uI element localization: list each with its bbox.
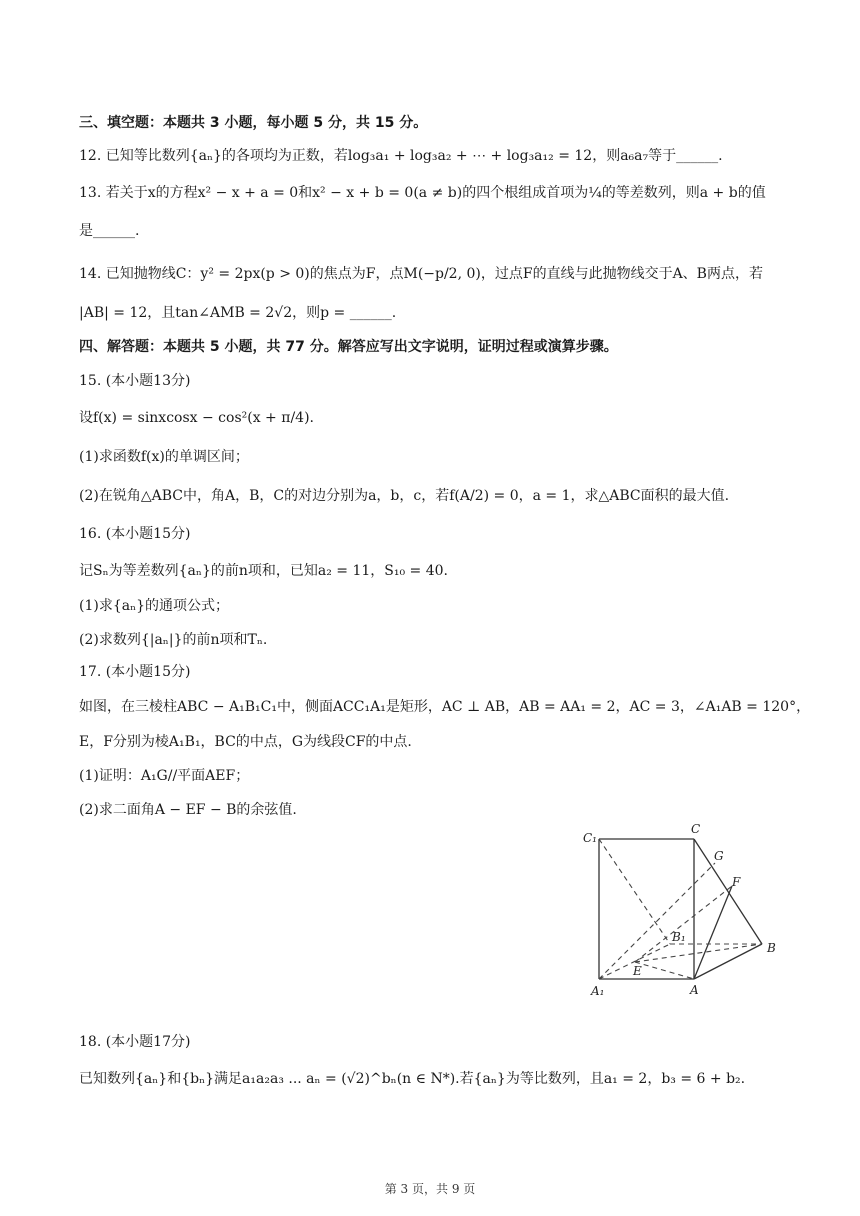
label-c: C xyxy=(691,822,701,836)
question-18-header: 18. (本小题17分) xyxy=(79,1034,191,1050)
question-12: 12. 已知等比数列{aₙ}的各项均为正数，若log₃a₁ + log₃a₂ + ⋯ + log₃a₁₂ = 12，则a₆a₇等于______. xyxy=(79,148,723,164)
label-b1: B₁ xyxy=(672,930,686,944)
edge-c-b xyxy=(694,839,762,944)
label-a: A xyxy=(690,983,699,997)
label-e: E xyxy=(633,964,642,978)
question-16-statement: 记Sₙ为等差数列{aₙ}的前n项和，已知a₂ = 11，S₁₀ = 40. xyxy=(79,563,448,579)
triangular-prism-figure xyxy=(575,818,785,998)
question-15-header: 15. (本小题13分) xyxy=(79,373,191,389)
question-17-part-1: (1)证明：A₁G//平面AEF； xyxy=(79,768,250,784)
label-a1: A₁ xyxy=(591,984,605,998)
question-16-header: 16. (本小题15分) xyxy=(79,526,191,542)
edge-c1-b1 xyxy=(599,839,670,944)
label-c1: C₁ xyxy=(583,831,597,845)
segment-a1-g xyxy=(599,863,715,979)
question-17-part-2: (2)求二面角A − EF − B的余弦值. xyxy=(79,802,297,818)
question-13-line-1: 13. 若关于x的方程x² − x + a = 0和x² − x + b = 0(a ≠ b)的四个根组成首项为¼的等差数列，则a + b的值 xyxy=(79,185,766,201)
question-15-statement: 设f(x) = sinxcosx − cos²(x + π/4). xyxy=(79,410,314,426)
segment-e-a xyxy=(635,962,694,979)
question-17-statement-1: 如图，在三棱柱ABC − A₁B₁C₁中，侧面ACC₁A₁是矩形，AC ⊥ AB，AB = AA₁ = 2，AC = 3，∠A₁AB = 120°， xyxy=(79,699,811,715)
question-16-part-1: (1)求{aₙ}的通项公式； xyxy=(79,598,230,614)
section-heading-solutions: 四、解答题：本题共 5 小题，共 77 分。解答应写出文字说明，证明过程或演算步骤。 xyxy=(79,339,618,355)
question-16-part-2: (2)求数列{|aₙ|}的前n项和Tₙ. xyxy=(79,632,268,648)
label-f: F xyxy=(732,875,741,889)
question-18-statement: 已知数列{aₙ}和{bₙ}满足a₁a₂a₃ ... aₙ = (√2)^bₙ(n ∈ N*).若{aₙ}为等比数列，且a₁ = 2，b₃ = 6 + b₂. xyxy=(79,1071,746,1087)
edge-a-f xyxy=(694,886,732,979)
question-17-header: 17. (本小题15分) xyxy=(79,664,191,680)
question-15-part-2: (2)在锐角△ABC中，角A，B，C的对边分别为a，b，c，若f(A/2) = 0，a = 1，求△ABC面积的最大值. xyxy=(79,488,730,504)
question-13-line-2: 是______. xyxy=(79,223,140,239)
section-heading-fill-in: 三、填空题：本题共 3 小题，每小题 5 分，共 15 分。 xyxy=(79,115,428,131)
question-14-line-1: 14. 已知抛物线C：y² = 2px(p > 0)的焦点为F，点M(−p/2, 0)，过点F的直线与此抛物线交于A、B两点，若 xyxy=(79,266,763,282)
label-g: G xyxy=(714,849,724,863)
question-17-statement-2: E，F分别为棱A₁B₁，BC的中点，G为线段CF的中点. xyxy=(79,734,412,750)
page-footer: 第 3 页，共 9 页 xyxy=(384,1182,476,1196)
segment-e-b xyxy=(635,944,762,962)
question-15-part-1: (1)求函数f(x)的单调区间； xyxy=(79,449,249,465)
question-14-line-2: |AB| = 12，且tan∠AMB = 2√2，则p = ______. xyxy=(79,305,397,321)
label-b: B xyxy=(767,941,776,955)
